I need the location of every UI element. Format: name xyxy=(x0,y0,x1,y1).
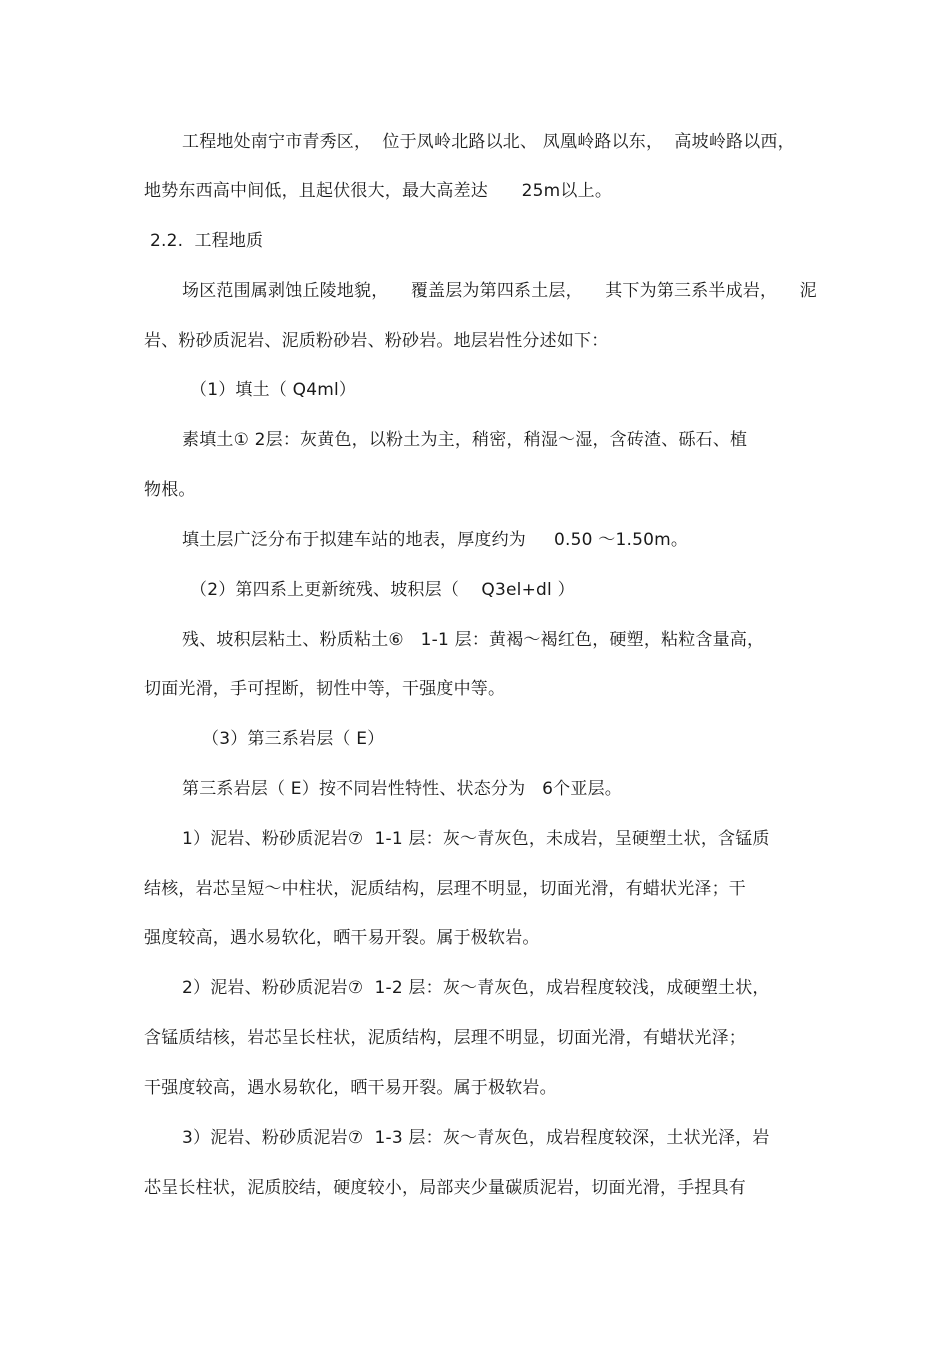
paragraph-line-layer-1: 1）泥岩、粉砂质泥岩⑦ 1-1 层：灰～青灰色，未成岩，呈硬塑土状，含锰质 xyxy=(182,829,770,849)
section-heading-geology: 2.2. 工程地质 xyxy=(150,231,264,251)
paragraph-line-clay-cont: 切面光滑，手可捏断，韧性中等，干强度中等。 xyxy=(144,679,506,699)
paragraph-line-fill-layer: 素填土① 2层：灰黄色，以粉土为主，稍密，稍湿～湿，含砖渣、砾石、植 xyxy=(182,430,748,450)
paragraph-line-landform-cont: 岩、粉砂质泥岩、泥质粉砂岩、粉砂岩。地层岩性分述如下： xyxy=(144,331,609,351)
paragraph-line-location: 工程地处南宁市青秀区， 位于凤岭北路以北、 凤凰岭路以东， 高坡岭路以西， xyxy=(182,132,795,152)
paragraph-line-fill-layer-cont: 物根。 xyxy=(144,480,196,500)
paragraph-line-landform: 场区范围属剥蚀丘陵地貌， 覆盖层为第四系土层， 其下为第三系半成岩， 泥 xyxy=(182,281,817,301)
paragraph-line-clay: 残、坡积层粘土、粉质粘土⑥ 1-1 层：黄褐～褐红色，硬塑，粘粒含量高， xyxy=(182,630,765,650)
subheading-fill: （1）填土（ Q4ml） xyxy=(190,380,357,400)
paragraph-line-fill-thickness: 填土层广泛分布于拟建车站的地表，厚度约为 0.50 ～1.50m。 xyxy=(182,530,689,550)
paragraph-line-layer-3: 3）泥岩、粉砂质泥岩⑦ 1-3 层：灰～青灰色，成岩程度较深，土状光泽，岩 xyxy=(182,1128,770,1148)
paragraph-line-layer-1-cont: 结核，岩芯呈短～中柱状，泥质结构，层理不明显，切面光滑，有蜡状光泽；干 xyxy=(144,879,746,899)
paragraph-line-terrain: 地势东西高中间低，且起伏很大，最大高差达 25m以上。 xyxy=(144,181,613,201)
paragraph-line-layer-2: 2）泥岩、粉砂质泥岩⑦ 1-2 层：灰～青灰色，成岩程度较浅，成硬塑土状， xyxy=(182,978,770,998)
paragraph-line-tertiary-intro: 第三系岩层（ E）按不同岩性特性、状态分为 6个亚层。 xyxy=(182,779,622,799)
paragraph-line-layer-3-cont: 芯呈长柱状，泥质胶结，硬度较小，局部夹少量碳质泥岩，切面光滑，手捏具有 xyxy=(144,1178,746,1198)
subheading-quaternary: （2）第四系上更新统残、坡积层（ Q3el+dl ） xyxy=(190,580,575,600)
subheading-tertiary: （3）第三系岩层（ E） xyxy=(202,729,385,749)
paragraph-line-layer-1-end: 强度较高，遇水易软化，晒干易开裂。属于极软岩。 xyxy=(144,928,540,948)
paragraph-line-layer-2-cont: 含锰质结核，岩芯呈长柱状，泥质结构，层理不明显，切面光滑，有蜡状光泽； xyxy=(144,1028,746,1048)
paragraph-line-layer-2-end: 干强度较高，遇水易软化，晒干易开裂。属于极软岩。 xyxy=(144,1078,557,1098)
